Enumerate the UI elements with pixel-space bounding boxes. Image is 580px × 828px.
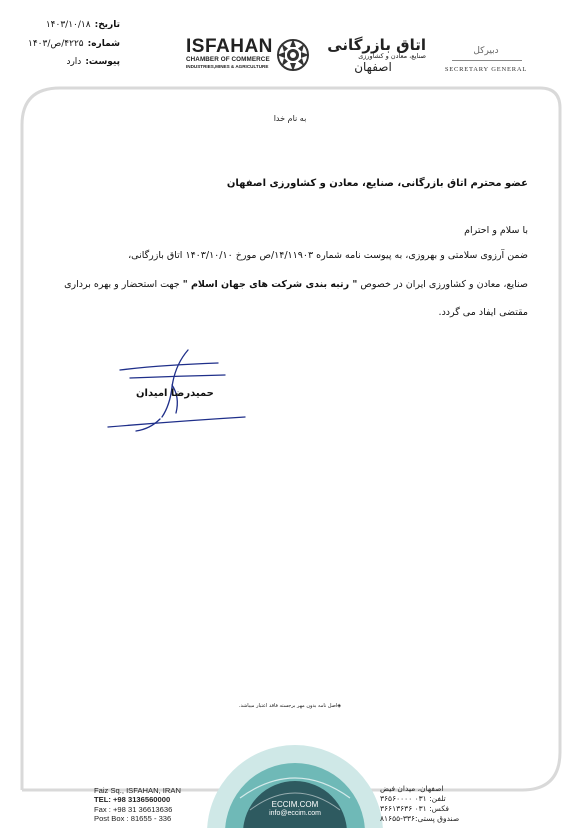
secretary-persian: دبیرکل xyxy=(473,46,499,56)
signer-name: حمیدرضا امیدان xyxy=(136,388,214,399)
logo-persian-title: اتاق بازرگانی xyxy=(327,36,426,54)
secretary-english: SECRETARY GENERAL xyxy=(444,66,528,73)
footer-fax-fa: فکس: ۰۳۱ ۳۶۶۱۳۶۳۶ xyxy=(380,804,449,813)
paragraph-line-2-start: صنایع، معادن و کشاورزی ایران در خصوص xyxy=(357,279,528,290)
email-link[interactable]: info@eccim.com xyxy=(269,810,321,817)
bismillah: به نام خدا xyxy=(273,114,307,123)
footer-address-fa: اصفهان، میدان فیض xyxy=(380,784,444,793)
footer-fax-en: Fax : +98 31 36613636 xyxy=(94,805,173,814)
paragraph-line-3: مقتضی ایفاد می گردد. xyxy=(438,307,528,318)
number-label: شماره: xyxy=(87,39,120,49)
logo-persian-city: اصفهان xyxy=(354,60,392,74)
paragraph-line-2 xyxy=(52,279,528,290)
footer-pobox-en: Post Box : 81655 - 336 xyxy=(94,814,172,823)
paragraph-line-2-end: جهت استحضار و بهره برداری xyxy=(64,279,183,290)
greeting: با سلام و احترام xyxy=(464,225,528,236)
subject-title: " رتبه بندی شرکت های جهان اسلام " xyxy=(182,279,358,290)
recipient-line: عضو محترم اتاق بازرگانی، صنایع، معادن و کشاورزی اصفهان xyxy=(226,178,528,189)
paragraph-line-1: ضمن آرزوی سلامتی و بهروزی، به پیوست نامه شماره ۱۴/۱۱۹۰۳/ص مورخ ۱۴۰۳/۱۰/۱۰ اتاق بازرگانی، xyxy=(128,250,528,261)
footer-address-en: Faiz Sq., ISFAHAN, IRAN xyxy=(94,786,181,795)
attachment-value: دارد xyxy=(66,57,82,67)
logo-english-title: ISFAHAN xyxy=(186,36,273,57)
number-value: ۴۲۲۵/ص/۱۴۰۳ xyxy=(28,39,84,49)
attachment-label: پیوست: xyxy=(85,57,120,67)
footer-tel-en: TEL: +98 3136560000 xyxy=(94,795,171,804)
validity-footnote: ◈اصل نامه بدون مهر برجسته فاقد اعتبار میباشد. xyxy=(238,703,342,709)
footer-tel-fa: تلفن: ۰۳۱ ۳۶۵۶۰۰۰۰ xyxy=(380,794,446,803)
date-value: ۱۴۰۳/۱۰/۱۸ xyxy=(45,20,91,30)
logo-english-subtitle: CHAMBER OF COMMERCE xyxy=(186,56,270,63)
date-label: تاریخ: xyxy=(94,20,120,30)
logo-persian-subtitle: صنایع، معادن و کشاورزی xyxy=(358,52,426,60)
logo-english-subtitle-2: INDUSTRIES,MINES & AGRICULTURE xyxy=(186,64,269,69)
footer-pobox-fa: صندوق پستی:۳۳۶-۸۱۶۵۵ xyxy=(380,814,460,823)
website-link[interactable]: ECCIM.COM xyxy=(271,800,319,809)
